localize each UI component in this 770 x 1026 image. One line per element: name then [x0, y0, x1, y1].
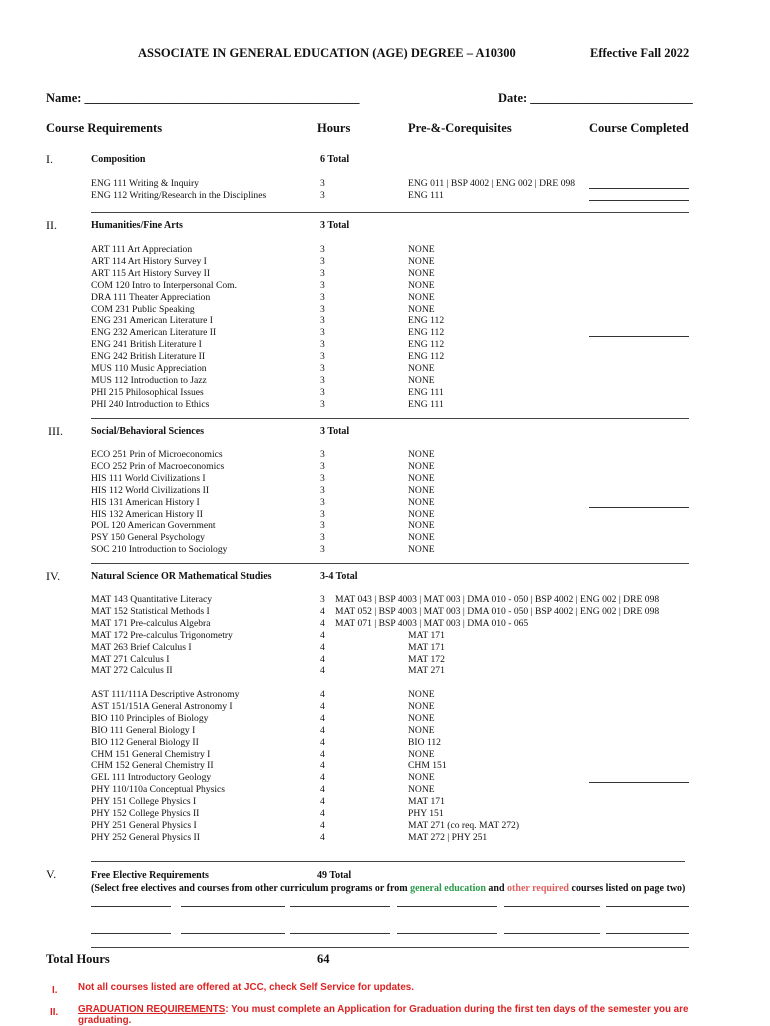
hours-item: 3 [320, 520, 325, 532]
hours-item: 3 [320, 291, 325, 303]
section-title: Free Elective Requirements [91, 870, 209, 881]
other-required-link[interactable]: other required [507, 883, 569, 894]
prereq-item: NONE [408, 267, 435, 279]
prereq-list-wide [335, 594, 659, 630]
course-item: MAT 272 Calculus II [91, 665, 173, 677]
prereq-item: MAT 172 [408, 653, 445, 665]
prereq-item: NONE [408, 689, 435, 700]
prereq-item: PHY 151 [408, 808, 444, 820]
course-item: HIS 112 World Civilizations II [91, 484, 210, 496]
course-item: COM 231 Public Speaking [91, 303, 195, 315]
prereq-item: NONE [408, 374, 435, 386]
completed-blank[interactable] [589, 200, 689, 201]
hours-list [320, 244, 325, 411]
elective-blank[interactable] [397, 933, 497, 934]
page-title: ASSOCIATE IN GENERAL EDUCATION (AGE) DEGREE – A10300 [138, 46, 516, 60]
section-title: Composition [91, 154, 146, 165]
course-item: ART 115 Art History Survey II [91, 267, 211, 279]
elective-blank[interactable] [606, 933, 689, 934]
hours-item: 3 [320, 327, 325, 339]
hours-item: 3 [320, 386, 325, 398]
completed-blank[interactable] [589, 507, 689, 508]
section-total: 3 Total [320, 220, 350, 231]
hours-item: 3 [320, 351, 325, 363]
elective-note-post: courses listed on page two) [569, 883, 686, 894]
hours-item: 4 [320, 736, 325, 748]
prereq-item: ENG 011 | BSP 4002 | ENG 002 | DRE 098 [408, 178, 576, 189]
prereq-item: NONE [408, 484, 435, 496]
elective-blank[interactable] [290, 933, 390, 934]
course-item: ART 114 Art History Survey I [91, 255, 207, 267]
hours-item: 4 [320, 808, 325, 820]
elective-blank[interactable] [606, 906, 689, 907]
divider [91, 563, 689, 564]
course-item: BIO 111 General Biology I [91, 724, 196, 736]
course-item: AST 111/111A Descriptive Astronomy [91, 689, 240, 700]
prereq-item: NONE [408, 784, 435, 796]
hours-item: 3 [320, 449, 325, 460]
prereq-item: NONE [408, 700, 435, 712]
hours-item: 4 [320, 760, 325, 772]
course-item: ENG 242 British Literature II [91, 351, 206, 363]
course-item: CHM 151 General Chemistry I [91, 748, 211, 760]
hours-item: 4 [320, 665, 325, 677]
section-number: I. [46, 152, 53, 166]
hours-item: 3 [320, 532, 325, 544]
hours-item: 4 [320, 653, 325, 665]
hours-item: 4 [320, 617, 325, 629]
section-number: II. [46, 218, 57, 232]
prereq-item: NONE [408, 472, 435, 484]
elective-note [91, 883, 685, 894]
prereq-list [408, 244, 444, 411]
graduation-requirements-link[interactable]: GRADUATION REQUIREMENTS [78, 1004, 226, 1015]
hours-list [320, 178, 325, 202]
elective-blank[interactable] [290, 906, 390, 907]
prereq-item: NONE [408, 363, 435, 375]
course-list [91, 594, 233, 677]
course-item: MAT 143 Quantitative Literacy [91, 594, 213, 605]
course-item: PHI 240 Introduction to Ethics [91, 398, 210, 410]
hours-item: 3 [320, 178, 325, 189]
hours-item: 3 [320, 472, 325, 484]
course-item: ENG 231 American Literature I [91, 315, 214, 327]
course-item: HIS 131 American History I [91, 496, 200, 508]
hours-item: 4 [320, 772, 325, 784]
effective-date: Effective Fall 2022 [590, 46, 690, 60]
prereq-item: NONE [408, 460, 435, 472]
section-number: IV. [46, 569, 61, 583]
hours-item: 3 [320, 594, 325, 605]
hours-item: 3 [320, 189, 325, 201]
prereq-item: NONE [408, 244, 435, 255]
course-item: PHY 252 General Physics II [91, 831, 200, 843]
course-item: BIO 112 General Biology II [91, 736, 199, 748]
course-item: PHY 251 General Physics I [91, 819, 197, 831]
course-item: DRA 111 Theater Appreciation [91, 291, 211, 303]
hours-item: 3 [320, 398, 325, 410]
course-list [91, 449, 227, 556]
elective-blank[interactable] [91, 906, 171, 907]
section-total: 3-4 Total [320, 571, 358, 582]
prereq-item: ENG 112 [408, 315, 445, 327]
hours-item: 3 [320, 255, 325, 267]
note-text [78, 1004, 688, 1015]
prereq-item: MAT 171 [408, 641, 445, 653]
hours-item: 4 [320, 748, 325, 760]
course-item: ECO 251 Prin of Microeconomics [91, 449, 223, 460]
section-title: Natural Science OR Mathematical Studies [91, 571, 272, 582]
prereq-item: NONE [408, 449, 435, 460]
elective-blank[interactable] [504, 933, 600, 934]
prereq-item: ENG 112 [408, 351, 445, 363]
hours-item: 3 [320, 460, 325, 472]
course-item: HIS 132 American History II [91, 508, 203, 520]
course-item: PHY 152 College Physics II [91, 808, 200, 820]
section-number: III. [48, 424, 63, 438]
course-item: HIS 111 World Civilizations I [91, 472, 206, 484]
hours-item: 3 [320, 244, 325, 255]
elective-note-pre: (Select free electives and courses from other curriculum programs or from [91, 883, 411, 894]
total-hours-label: Total Hours [46, 952, 110, 966]
prereq-item: CHM 151 [408, 760, 447, 772]
note-continuation: graduating. [78, 1015, 132, 1026]
prereq-item: ENG 111 [408, 189, 444, 201]
elective-blank[interactable] [504, 906, 600, 907]
total-hours-value: 64 [317, 952, 330, 966]
hours-item: 3 [320, 544, 325, 556]
hours-item: 4 [320, 712, 325, 724]
course-item: MAT 152 Statistical Methods I [91, 605, 210, 617]
prereq-item: MAT 171 [408, 796, 445, 808]
prereq-item: NONE [408, 303, 435, 315]
prereq-list [408, 449, 435, 556]
completed-blank[interactable] [589, 188, 689, 189]
divider [91, 861, 685, 862]
course-list [91, 178, 266, 202]
hours-item: 4 [320, 796, 325, 808]
note-number: II. [50, 1007, 59, 1018]
note-text: Not all courses listed are offered at JCC, check Self Service for updates. [78, 982, 414, 993]
course-item: ENG 112 Writing/Research in the Disciplines [91, 189, 267, 201]
prereq-item: ENG 112 [408, 339, 445, 351]
prereq-item: NONE [408, 532, 435, 544]
prereq-item: NONE [408, 748, 435, 760]
hours-item: 3 [320, 374, 325, 386]
course-item: ENG 111 Writing & Inquiry [91, 178, 199, 189]
course-item: ENG 232 American Literature II [91, 327, 217, 339]
hours-item: 3 [320, 484, 325, 496]
col-completed: Course Completed [589, 121, 689, 135]
prereq-item: NONE [408, 508, 435, 520]
course-item: SOC 210 Introduction to Sociology [91, 544, 228, 556]
prereq-list [408, 178, 575, 202]
hours-item: 3 [320, 279, 325, 291]
prereq-item: NONE [408, 520, 435, 532]
hours-list [320, 689, 325, 844]
prereq-item: ENG 111 [408, 398, 444, 410]
course-item: MAT 263 Brief Calculus I [91, 641, 192, 653]
divider [91, 212, 689, 213]
course-item: POL 120 American Government [91, 520, 216, 532]
course-item: ENG 241 British Literature I [91, 339, 202, 351]
prereq-item: MAT 271 (co req. MAT 272) [408, 819, 520, 831]
course-list [91, 689, 239, 844]
hours-item: 3 [320, 315, 325, 327]
prereq-item: NONE [408, 772, 435, 784]
col-hours: Hours [317, 121, 351, 135]
elective-blank[interactable] [181, 933, 285, 934]
prereq-item: NONE [408, 544, 435, 556]
hours-list [320, 449, 325, 556]
course-item: ECO 252 Prin of Macroeconomics [91, 460, 225, 472]
col-prereq: Pre-&-Corequisites [408, 121, 512, 135]
course-item: BIO 110 Principles of Biology [91, 712, 209, 724]
hours-item: 4 [320, 724, 325, 736]
prereq-item: MAT 171 [408, 629, 445, 641]
prereq-item: NONE [408, 279, 435, 291]
prereq-item: NONE [408, 291, 435, 303]
elective-blank[interactable] [181, 906, 285, 907]
hours-item: 3 [320, 508, 325, 520]
col-requirements: Course Requirements [46, 121, 163, 135]
hours-item: 4 [320, 689, 325, 700]
prereq-item: MAT 052 | BSP 4003 | MAT 003 | DMA 010 - 050 | BSP 4002 | ENG 002 | DRE 098 [335, 605, 660, 617]
prereq-item: BIO 112 [408, 736, 441, 748]
hours-list [320, 594, 325, 677]
course-item: PHI 215 Philosophical Issues [91, 386, 204, 398]
course-item: PHY 151 College Physics I [91, 796, 197, 808]
course-item: MUS 110 Music Appreciation [91, 363, 207, 375]
divider [91, 947, 689, 948]
completed-blank[interactable] [589, 782, 689, 783]
prereq-item: ENG 111 [408, 386, 444, 398]
prereq-item: NONE [408, 712, 435, 724]
prereq-list [408, 689, 519, 844]
prereq-item: MAT 043 | BSP 4003 | MAT 003 | DMA 010 - 050 | BSP 4002 | ENG 002 | DRE 098 [335, 594, 660, 605]
section-total: 49 Total [317, 870, 352, 881]
course-item: PSY 150 General Psychology [91, 532, 205, 544]
prereq-item: NONE [408, 496, 435, 508]
course-item: MAT 271 Calculus I [91, 653, 170, 665]
prereq-item: NONE [408, 255, 435, 267]
section-total: 3 Total [320, 426, 350, 437]
name-field[interactable]: Name: ____________________________________________ [46, 91, 360, 105]
section-title: Humanities/Fine Arts [91, 220, 183, 231]
course-item: CHM 152 General Chemistry II [91, 760, 214, 772]
course-item: AST 151/151A General Astronomy I [91, 700, 233, 712]
hours-item: 3 [320, 303, 325, 315]
prereq-item: ENG 112 [408, 327, 445, 339]
section-total: 6 Total [320, 154, 350, 165]
hours-item: 4 [320, 605, 325, 617]
prereq-list [408, 630, 445, 678]
elective-note-mid: and [485, 883, 508, 894]
hours-item: 4 [320, 819, 325, 831]
course-item: MUS 112 Introduction to Jazz [91, 374, 207, 386]
note-number: I. [52, 985, 58, 996]
course-item: COM 120 Intro to Interpersonal Com. [91, 279, 238, 291]
note-body: : You must complete an Application for Graduation during the first ten days of the semester you are [225, 1004, 689, 1015]
prereq-item: NONE [408, 724, 435, 736]
elective-blank[interactable] [91, 933, 171, 934]
hours-item: 3 [320, 267, 325, 279]
course-item: ART 111 Art Appreciation [91, 244, 193, 255]
divider [91, 418, 689, 419]
hours-item: 4 [320, 784, 325, 796]
section-number: V. [46, 867, 57, 881]
hours-item: 4 [320, 831, 325, 843]
section-title: Social/Behavioral Sciences [91, 426, 205, 437]
completed-blank[interactable] [589, 336, 689, 337]
hours-item: 4 [320, 629, 325, 641]
course-item: GEL 111 Introductory Geology [91, 772, 212, 784]
course-item: MAT 171 Pre-calculus Algebra [91, 617, 211, 629]
prereq-item: MAT 271 [408, 665, 445, 677]
prereq-item: MAT 071 | BSP 4003 | MAT 003 | DMA 010 - 065 [335, 617, 529, 629]
course-item: PHY 110/110a Conceptual Physics [91, 784, 226, 796]
date-field[interactable]: Date: __________________________ [498, 91, 693, 105]
prereq-item: MAT 272 | PHY 251 [408, 831, 488, 843]
general-education-link[interactable]: general education [410, 883, 486, 894]
course-list [91, 244, 237, 411]
hours-item: 3 [320, 363, 325, 375]
hours-item: 3 [320, 496, 325, 508]
elective-blank[interactable] [397, 906, 497, 907]
hours-item: 4 [320, 700, 325, 712]
hours-item: 4 [320, 641, 325, 653]
hours-item: 3 [320, 339, 325, 351]
course-item: MAT 172 Pre-calculus Trigonometry [91, 629, 233, 641]
